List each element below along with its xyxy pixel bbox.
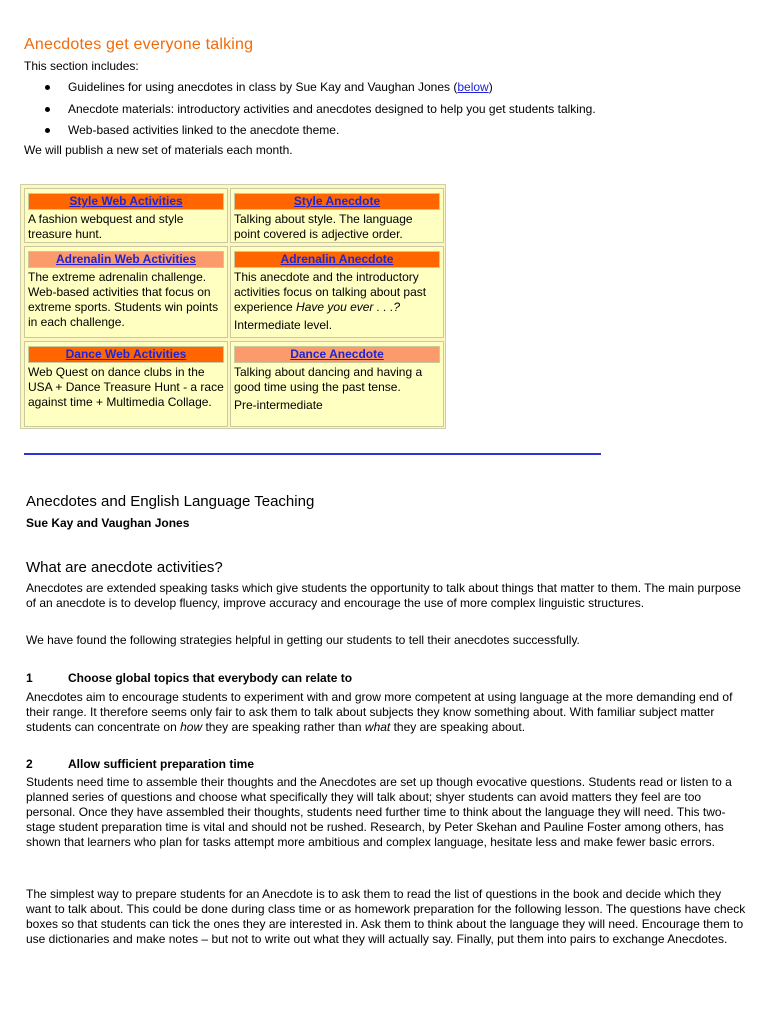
strategy-2-heading <box>26 757 254 771</box>
dance-web-description: Web Quest on dance clubs in the USA + Dance Treasure Hunt - a race against time + Multimedia Collage. <box>28 365 224 409</box>
list-item <box>24 80 596 102</box>
dance-anecdote-header <box>234 346 440 363</box>
strategy-1-text-end: they are speaking about. <box>390 720 526 734</box>
adrenalin-web-header <box>28 251 224 268</box>
paragraph-preparation: The simplest way to prepare students for an Anecdote is to ask them to read the list of questions in the book and decide which they want to talk about. This could be done during class time or as homework preparation for the following lesson. The questions have check boxes so that students can tick the ones they are interested in. Ask them to think about the language they will need. Encourage them to use dictionaries and make notes – but not to write out what they will actually say. Finally, put them into pairs to exchange Anecdotes. <box>26 887 746 946</box>
article-authors: Sue Kay and Vaughan Jones <box>26 516 190 530</box>
adrenalin-anecdote-question: Have you ever . . .? <box>296 300 401 314</box>
bullet-text: Guidelines for using anecdotes in class by Sue Kay and Vaughan Jones ( <box>68 80 458 94</box>
style-web-description: A fashion webquest and style treasure hunt. <box>28 212 184 241</box>
section-contents-list <box>24 80 596 145</box>
publish-note: We will publish a new set of materials each month. <box>24 143 293 157</box>
style-anecdote-link[interactable]: Style Anecdote <box>293 194 381 208</box>
paragraph-strategies: We have found the following strategies helpful in getting our students to tell their anecdotes successfully. <box>26 633 580 647</box>
activity-table <box>20 184 446 429</box>
adrenalin-anecdote-header <box>234 251 440 268</box>
list-item <box>24 102 596 124</box>
adrenalin-web-description: The extreme adrenalin challenge. Web-based activities that focus on extreme sports. Students win points in each challenge. <box>28 270 219 329</box>
style-anecdote-header <box>234 193 440 210</box>
bullet-text: Anecdote materials: introductory activities and anecdotes designed to help you get students talking. <box>68 101 596 116</box>
article-title: Anecdotes and English Language Teaching <box>26 493 315 510</box>
dance-web-header <box>28 346 224 363</box>
list-item <box>24 123 596 145</box>
strategy-1-number: 1 <box>26 671 33 685</box>
strategy-1-paragraph <box>26 690 746 735</box>
adrenalin-web-activities-link[interactable]: Adrenalin Web Activities <box>55 252 197 266</box>
strategy-1-em-what: what <box>364 720 391 734</box>
style-web-activities-link[interactable]: Style Web Activities <box>69 194 183 208</box>
bullet-text: Web-based activities linked to the anecdote theme. <box>68 123 340 137</box>
adrenalin-web-cell <box>24 246 228 338</box>
intro-text: This section includes: <box>24 59 139 73</box>
strategy-2-number: 2 <box>26 757 33 771</box>
strategy-2-title: Allow sufficient preparation time <box>68 757 255 771</box>
adrenalin-anecdote-level: Intermediate level. <box>234 318 333 332</box>
strategy-1-title: Choose global topics that everybody can relate to <box>68 671 353 685</box>
dance-anecdote-level: Pre-intermediate <box>234 398 323 412</box>
strategy-1-text: Anecdotes aim to encourage students to experiment with and grow more competent at using language at the more demanding end of their range. It therefore seems only fair to ask them to talk about subjects they know something about. With familiar subject matter students can concentrate on <box>26 690 733 734</box>
strategy-1-em-how: how <box>180 720 203 734</box>
style-web-cell <box>24 188 228 243</box>
page-title: Anecdotes get everyone talking <box>24 36 254 53</box>
below-link[interactable]: below <box>457 80 489 94</box>
dance-web-cell <box>24 341 228 427</box>
adrenalin-anecdote-description <box>234 270 440 315</box>
style-web-header <box>28 193 224 210</box>
adrenalin-anecdote-link[interactable]: Adrenalin Anecdote <box>280 252 394 266</box>
dance-anecdote-description: Talking about dancing and having a good time using the past tense. <box>234 365 423 394</box>
style-anecdote-description: Talking about style. The language point covered is adjective order. <box>234 212 413 241</box>
strategy-2-paragraph: Students need time to assemble their thoughts and the Anecdotes are set up though evocative questions. Students read or listen to a planned series of questions and choose what specifically they will talk about; shyer students can avoid matters they feel are too personal. Once they have assembled their thoughts, students need further time to think about the language they will need. This two-stage student preparation time is vital and should not be rushed. Research, by Peter Skehan and Pauline Foster among others, has shown that learners who plan for tasks attempt more ambitious and complex language, hesitate less and make fewer basic errors. <box>26 775 732 849</box>
bullet-text-end: ) <box>488 80 493 94</box>
strategy-1-heading <box>26 671 352 685</box>
strategy-1-text-mid: they are speaking rather than <box>202 720 365 734</box>
dance-anecdote-link[interactable]: Dance Anecdote <box>290 347 384 361</box>
article-subtitle: What are anecdote activities? <box>26 559 223 576</box>
section-divider <box>24 453 601 455</box>
adrenalin-anecdote-cell <box>230 246 444 338</box>
dance-anecdote-cell <box>230 341 444 427</box>
adrenalin-anecdote-text: This anecdote and the introductory activities focus on talking about past experience <box>234 270 427 314</box>
paragraph-intro: Anecdotes are extended speaking tasks which give students the opportunity to talk about things that matter to them. The main purpose of an anecdote is to develop fluency, improve accuracy and encourage the use of more complex linguistic structures. <box>26 581 741 610</box>
style-anecdote-cell <box>230 188 444 243</box>
dance-web-activities-link[interactable]: Dance Web Activities <box>65 347 187 361</box>
